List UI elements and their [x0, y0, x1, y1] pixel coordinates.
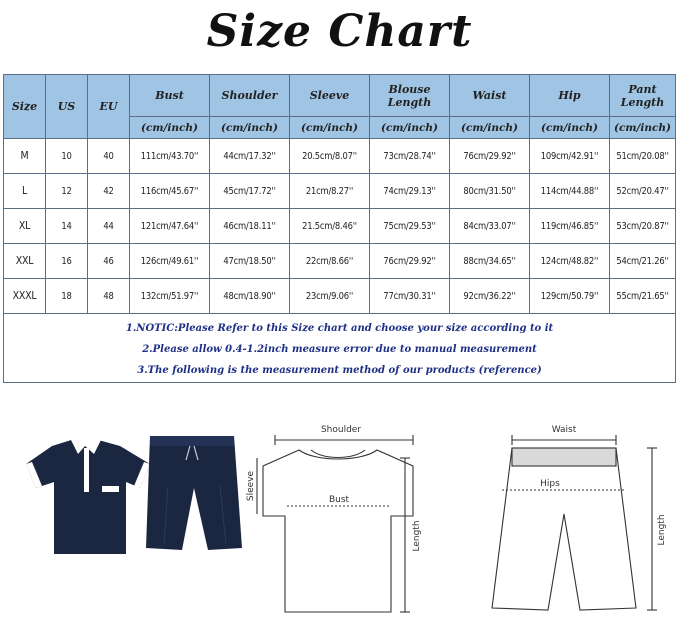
- table-row: [4, 209, 676, 244]
- shorts-image: [146, 436, 242, 550]
- table-cell: 77cm/30.31'': [370, 279, 450, 314]
- table-cell: 124cm/48.82'': [530, 244, 610, 279]
- table-cell: 111cm/43.70'': [130, 139, 210, 174]
- table-cell: 16: [46, 244, 88, 279]
- unit-label: (cm/inch): [130, 117, 210, 139]
- col-header-waist: Waist: [450, 75, 530, 117]
- table-cell: 46: [88, 244, 130, 279]
- col-header-bust: Bust: [130, 75, 210, 117]
- table-cell: 121cm/47.64'': [130, 209, 210, 244]
- unit-label: (cm/inch): [530, 117, 610, 139]
- table-cell: 88cm/34.65'': [450, 244, 530, 279]
- table-cell: 18: [46, 279, 88, 314]
- table-cell: 75cm/29.53'': [370, 209, 450, 244]
- col-header-us: US: [46, 75, 88, 139]
- table-cell: 48: [88, 279, 130, 314]
- table-row: [4, 139, 676, 174]
- page-title: Size Chart: [206, 5, 473, 57]
- table-cell: 14: [46, 209, 88, 244]
- diagram-label-length: Length: [412, 520, 422, 552]
- table-cell: 92cm/36.22'': [450, 279, 530, 314]
- col-header-size: Size: [4, 75, 46, 139]
- table-cell: 52cm/20.47'': [610, 174, 676, 209]
- table-cell: 45cm/17.72'': [210, 174, 290, 209]
- unit-label: (cm/inch): [210, 117, 290, 139]
- col-header-hip: Hip: [530, 75, 610, 117]
- table-cell: 55cm/21.65'': [610, 279, 676, 314]
- header-row: [4, 75, 676, 117]
- table-cell: 132cm/51.97'': [130, 279, 210, 314]
- table-cell: XXL: [4, 244, 46, 279]
- table-cell: 42: [88, 174, 130, 209]
- table-cell: 74cm/29.13'': [370, 174, 450, 209]
- table-cell: 21cm/8.27'': [290, 174, 370, 209]
- size-chart-table: [3, 74, 676, 383]
- diagram-label-hips: Hips: [540, 479, 560, 489]
- table-row: [4, 279, 676, 314]
- col-header-shoulder: Shoulder: [210, 75, 290, 117]
- table-cell: 119cm/46.85'': [530, 209, 610, 244]
- table-cell: 40: [88, 139, 130, 174]
- table-cell: 21.5cm/8.46'': [290, 209, 370, 244]
- table-cell: 54cm/21.26'': [610, 244, 676, 279]
- table-cell: 114cm/44.88'': [530, 174, 610, 209]
- unit-label: (cm/inch): [370, 117, 450, 139]
- unit-label: (cm/inch): [450, 117, 530, 139]
- table-cell: 53cm/20.87'': [610, 209, 676, 244]
- table-cell: 48cm/18.90'': [210, 279, 290, 314]
- table-cell: 44: [88, 209, 130, 244]
- table-cell: 76cm/29.92'': [370, 244, 450, 279]
- diagram-label-bust: Bust: [328, 495, 350, 505]
- table-cell: 109cm/42.91'': [530, 139, 610, 174]
- table-cell: 129cm/50.79'': [530, 279, 610, 314]
- table-cell: L: [4, 174, 46, 209]
- shirt-measurement-diagram: [245, 418, 435, 618]
- table-cell: 51cm/20.08'': [610, 139, 676, 174]
- shorts-measurement-diagram: [490, 418, 670, 618]
- diagram-label-shorts-length: Length: [657, 514, 667, 546]
- note-1: 1.NOTIC:Please Refer to this Size chart and choose your size according to it: [125, 323, 554, 334]
- table-cell: 22cm/8.66'': [290, 244, 370, 279]
- table-cell: M: [4, 139, 46, 174]
- diagram-label-sleeve: Sleeve: [246, 470, 256, 502]
- table-cell: 44cm/17.32'': [210, 139, 290, 174]
- notes-cell: [4, 314, 676, 383]
- table-cell: 10: [46, 139, 88, 174]
- notes-row: [4, 314, 676, 383]
- unit-label: (cm/inch): [610, 117, 676, 139]
- table-cell: 116cm/45.67'': [130, 174, 210, 209]
- col-header-pant-length: Pant Length: [610, 75, 676, 117]
- col-header-eu: EU: [88, 75, 130, 139]
- unit-label: (cm/inch): [290, 117, 370, 139]
- table-cell: 126cm/49.61'': [130, 244, 210, 279]
- product-illustration: [22, 430, 244, 560]
- table-cell: 73cm/28.74'': [370, 139, 450, 174]
- note-2: 2.Please allow 0.4-1.2inch measure error due to manual measurement: [142, 344, 537, 355]
- table-cell: 76cm/29.92'': [450, 139, 530, 174]
- table-row: [4, 174, 676, 209]
- table-cell: 20.5cm/8.07'': [290, 139, 370, 174]
- col-header-blouse-length: Blouse Length: [370, 75, 450, 117]
- table-cell: XL: [4, 209, 46, 244]
- polo-shirt-image: [26, 436, 150, 554]
- table-cell: 12: [46, 174, 88, 209]
- note-3: 3.The following is the measurement method of our products (reference): [137, 365, 542, 376]
- table-row: [4, 244, 676, 279]
- diagram-label-shoulder: Shoulder: [320, 425, 362, 435]
- table-cell: 47cm/18.50'': [210, 244, 290, 279]
- table-cell: 46cm/18.11'': [210, 209, 290, 244]
- col-header-sleeve: Sleeve: [290, 75, 370, 117]
- table-cell: XXXL: [4, 279, 46, 314]
- diagram-label-waist: Waist: [551, 425, 577, 435]
- table-cell: 23cm/9.06'': [290, 279, 370, 314]
- table-cell: 80cm/31.50'': [450, 174, 530, 209]
- table-cell: 84cm/33.07'': [450, 209, 530, 244]
